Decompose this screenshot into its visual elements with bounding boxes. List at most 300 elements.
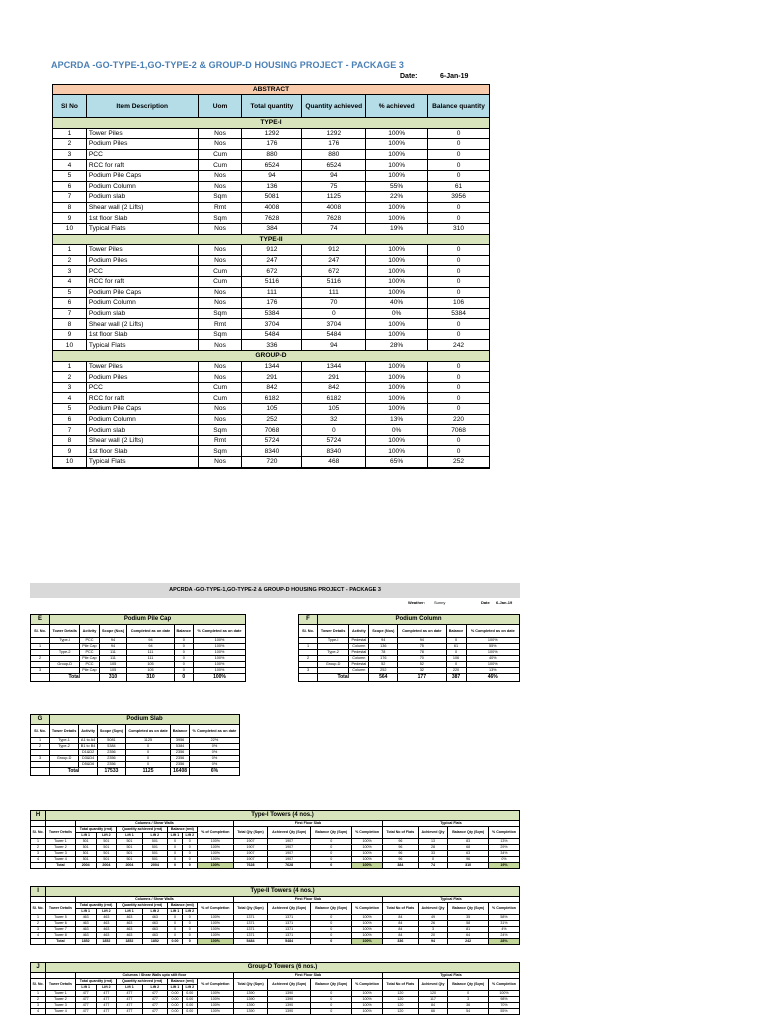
table-cell: 0 (446, 638, 466, 644)
table-cell: Pedestal (349, 662, 369, 668)
table-cell: Nos (198, 245, 242, 256)
table-cell: Podium slab (86, 425, 198, 436)
date-value: 6-Jan-19 (440, 73, 469, 80)
table-cell: 100% (366, 149, 428, 160)
table-cell: RCC for raft (86, 276, 198, 287)
pile-cap-table (30, 614, 246, 682)
table-cell: 1 (53, 361, 87, 372)
table-cell: 1390 (233, 1009, 267, 1015)
table-cell: Tower 8 (46, 933, 76, 939)
table-cell: 54 (448, 1009, 489, 1015)
table-cell: A1 to A4 (79, 738, 98, 744)
table-cell: Type-I (318, 638, 349, 644)
table-cell: 70 (398, 656, 446, 662)
table-cell: 100% (352, 851, 383, 857)
total-cell: 28% (489, 939, 520, 945)
title-row (31, 615, 246, 625)
table-cell: 94 (99, 644, 127, 650)
total-cell: 1125 (125, 768, 170, 776)
table-cell: 8 (53, 435, 87, 446)
groupd-towers-table (30, 962, 520, 1015)
table-cell: 7 (53, 308, 87, 319)
col-header: Total Qty (Sqm) (233, 827, 267, 839)
table-row (53, 329, 490, 340)
col-header: % Completion (489, 827, 520, 839)
table-cell: 100% (352, 857, 383, 863)
table-cell: 66 (418, 1009, 448, 1015)
table-cell: 78 (398, 650, 446, 656)
lift-header: Lift 2 (142, 833, 167, 839)
table-row (53, 255, 490, 266)
col-header: % Completion (489, 903, 520, 915)
table-cell: 0 (182, 851, 197, 857)
table-cell: 2356 (171, 762, 190, 768)
table-cell: 3 (31, 1003, 46, 1009)
lift-header: Lift 1 (168, 909, 183, 915)
table-cell: 94 (302, 340, 366, 351)
col-header: Balance Qty (Sqm) (311, 903, 352, 915)
table-cell: 912 (242, 245, 302, 256)
table-cell: 100% (366, 393, 428, 404)
col-header: Total Qty (Sqm) (233, 903, 267, 915)
table-cell: 1907 (267, 857, 310, 863)
table-cell: 1344 (242, 361, 302, 372)
col-header: Total quantity (rmt) (75, 827, 116, 833)
header-row (31, 903, 520, 909)
col-header: Balance (rmt) (168, 903, 198, 909)
table-cell: 7 (53, 192, 87, 203)
table-row (53, 298, 490, 309)
table-cell: 0 (125, 756, 170, 762)
report-date-label: Date (481, 600, 490, 605)
table-cell: 0 (174, 656, 193, 662)
table-cell: 3 (418, 927, 448, 933)
table-cell: 84 (418, 1003, 448, 1009)
table-cell: 242 (428, 340, 490, 351)
table-cell: 100% (193, 644, 245, 650)
table-cell: 842 (242, 382, 302, 393)
table-cell: 0.00 (182, 1003, 197, 1009)
col-header: Tower Details (46, 979, 76, 991)
table-cell: 4 (31, 857, 46, 863)
table-cell: 247 (242, 255, 302, 266)
table-cell: Tower 4 (46, 1009, 76, 1015)
table-cell: 477 (75, 1009, 96, 1015)
total-cell: 100% (193, 674, 245, 682)
table-cell: Podium Piles (86, 372, 198, 383)
table-cell: 0 (182, 857, 197, 863)
table-cell: 5116 (242, 276, 302, 287)
table-cell: 0 (182, 933, 197, 939)
total-cell: Total (46, 939, 76, 945)
table-cell: 4 (31, 933, 46, 939)
col-header: Sl. No. (31, 979, 46, 991)
table-cell: 1371 (233, 915, 267, 921)
table-cell: 120 (382, 991, 418, 997)
table-cell: 3704 (242, 319, 302, 330)
table-cell: Podium slab (86, 192, 198, 203)
total-cell: 100% (197, 863, 233, 869)
col-header: Balance (rmt) (168, 979, 198, 985)
table-cell: Podium Column (86, 298, 198, 309)
table-cell: 0% (366, 425, 428, 436)
table-cell: 0 (428, 276, 490, 287)
table-cell: Podium Pile Caps (86, 287, 198, 298)
col-header: Total No of Flats (382, 903, 418, 915)
table-cell: RCC for raft (86, 160, 198, 171)
table-cell: 7 (53, 425, 87, 436)
table-cell: 6 (53, 181, 87, 192)
table-cell: 0 (428, 149, 490, 160)
table-cell: 100% (366, 213, 428, 224)
table-cell: Shear wall (2 Lifts) (86, 319, 198, 330)
table-cell: 6 (53, 414, 87, 425)
table-cell: 1390 (267, 991, 310, 997)
table-cell: 1907 (267, 845, 310, 851)
table-cell (31, 863, 46, 869)
table-cell: Pile Cap (80, 644, 99, 650)
total-cell: 100% (352, 863, 383, 869)
table-cell: 501 (75, 857, 96, 863)
table-cell: 252 (242, 414, 302, 425)
table-cell: 1292 (242, 128, 302, 139)
table-cell: Group-D (318, 662, 349, 668)
table-cell: 9 (53, 329, 87, 340)
table-cell: 5384 (428, 308, 490, 319)
table-cell: 0 (302, 425, 366, 436)
table-cell: 0% (189, 756, 239, 762)
table-cell: 0 (182, 921, 197, 927)
table-cell: Column (349, 668, 369, 674)
table-cell: 105 (127, 662, 174, 668)
table-cell: 100% (197, 851, 233, 857)
table-row (53, 128, 490, 139)
col-header: Completed as on date (398, 625, 446, 638)
total-cell: 0 (182, 939, 197, 945)
report-date-value: 6-Jan-19 (496, 600, 513, 605)
table-cell: Sqm (198, 446, 242, 457)
total-cell: 1852 (142, 939, 167, 945)
table-cell: 55% (466, 644, 519, 650)
table-cell: 10 (53, 340, 87, 351)
table-cell: Sqm (198, 308, 242, 319)
table-cell: Typical Flats (86, 223, 198, 234)
table-cell: 0 (418, 857, 448, 863)
table-cell: Podium Pile Caps (86, 404, 198, 415)
col-header: % Completed as on date (466, 625, 519, 638)
section-title: Group-D Towers (6 nos.) (46, 963, 520, 973)
table-cell: 4008 (302, 202, 366, 213)
table-cell: 1 (31, 644, 50, 650)
table-cell: 6524 (302, 160, 366, 171)
total-cell: 100% (197, 939, 233, 945)
table-cell: 0 (311, 915, 352, 921)
table-cell: 0 (311, 921, 352, 927)
group-header: First Floor Slab (233, 821, 382, 827)
section-title: Podium Column (318, 615, 520, 625)
table-cell: 0 (182, 845, 197, 851)
header-row (31, 827, 520, 833)
col-header: Quantity achieved (rmt) (117, 903, 168, 909)
table-cell: Tower 3 (46, 851, 76, 857)
total-cell: 100% (352, 939, 383, 945)
table-cell: 2356 (97, 762, 125, 768)
abstract-table (52, 84, 490, 469)
table-cell: 5724 (302, 435, 366, 446)
table-cell: 22% (189, 738, 239, 744)
table-cell: 0 (428, 213, 490, 224)
total-row (31, 768, 240, 776)
section-row (53, 234, 490, 245)
table-cell: 501 (96, 839, 117, 845)
table-cell: 100% (197, 839, 233, 845)
table-cell: 1 (299, 644, 318, 650)
table-cell: 2356 (171, 750, 190, 756)
table-cell: 463 (142, 921, 167, 927)
table-cell: 2 (299, 656, 318, 662)
table-cell: 58% (489, 915, 520, 921)
table-cell: 1390 (267, 1003, 310, 1009)
total-cell: Total (50, 768, 98, 776)
section-letter: F (299, 615, 318, 625)
table-cell: 100% (466, 638, 519, 644)
table-cell: 5081 (242, 192, 302, 203)
table-cell: 117 (418, 997, 448, 1003)
table-cell: PCC (86, 149, 198, 160)
table-cell: 13% (489, 839, 520, 845)
table-cell: 84 (382, 927, 418, 933)
table-cell: 5 (53, 287, 87, 298)
table-cell: Nos (198, 372, 242, 383)
table-cell: Nos (198, 255, 242, 266)
type2-towers-table (30, 886, 520, 945)
total-cell: 242 (448, 939, 489, 945)
table-cell: 0 (125, 750, 170, 756)
total-cell: 0.00 (168, 939, 183, 945)
table-row (53, 340, 490, 351)
table-cell: 0 (428, 435, 490, 446)
table-cell: Podium Pile Caps (86, 170, 198, 181)
table-cell: Sqm (198, 213, 242, 224)
table-row (53, 245, 490, 256)
table-cell: 463 (75, 933, 96, 939)
table-cell: 1125 (125, 738, 170, 744)
table-cell: 100% (352, 845, 383, 851)
table-cell: 0.00 (168, 991, 183, 997)
table-cell: 5 (53, 170, 87, 181)
col-header: Balance (rmt) (168, 827, 198, 833)
title-row (31, 811, 520, 821)
table-cell: 94 (369, 638, 398, 644)
table-cell: 100% (366, 266, 428, 277)
table-cell: Cum (198, 160, 242, 171)
table-cell: 252 (369, 668, 398, 674)
table-cell: 0 (168, 857, 183, 863)
report-title: APCRDA -GO-TYPE-1,GO-TYPE-2 & GROUP-D HOUSING PROJECT - PACKAGE 3 (30, 583, 520, 598)
total-cell: 6% (189, 768, 239, 776)
table-cell: 100% (366, 276, 428, 287)
table-cell: 100% (366, 319, 428, 330)
weather-value: Sunny (434, 600, 446, 605)
table-cell: 111 (99, 650, 127, 656)
table-cell: 0 (428, 202, 490, 213)
total-cell: Total (46, 863, 76, 869)
table-cell: 64 (448, 933, 489, 939)
total-cell: 336 (382, 939, 418, 945)
col-header: Total quantity (242, 95, 302, 118)
table-cell: 28 (418, 845, 448, 851)
table-cell: 3704 (302, 319, 366, 330)
table-cell: 880 (242, 149, 302, 160)
table-cell: 100% (193, 662, 245, 668)
table-cell: 33 (418, 851, 448, 857)
table-cell: 0 (125, 762, 170, 768)
table-cell: 100% (197, 857, 233, 863)
table-cell: 4 (53, 393, 87, 404)
table-cell: 3 (53, 266, 87, 277)
group-header: Typical Flats (382, 821, 519, 827)
table-cell: 84 (382, 921, 418, 927)
table-cell: 3 (299, 668, 318, 674)
table-cell: Group-D (50, 662, 80, 668)
table-cell: Podium Column (86, 181, 198, 192)
col-header: Sl. No. (31, 903, 46, 915)
table-cell: 463 (75, 915, 96, 921)
table-cell: Tower 1 (46, 839, 76, 845)
table-cell: Shear wall (2 Lifts) (86, 202, 198, 213)
col-header: Quantity achieved (302, 95, 366, 118)
table-cell: 5384 (171, 744, 190, 750)
table-cell: 501 (117, 857, 142, 863)
table-cell: 501 (117, 839, 142, 845)
section-letter: I (31, 887, 46, 897)
col-header: Activity (349, 625, 369, 638)
lift-header: Lift 2 (142, 909, 167, 915)
col-header: Balance quantity (428, 95, 490, 118)
table-cell: 100% (197, 845, 233, 851)
table-cell: 7628 (242, 213, 302, 224)
table-cell: 0 (446, 650, 466, 656)
table-cell: 100% (352, 927, 383, 933)
table-cell: 0 (168, 839, 183, 845)
table-cell: 0 (174, 662, 193, 668)
table-cell: 1371 (233, 927, 267, 933)
table-cell: 0 (428, 319, 490, 330)
table-cell: 100% (366, 404, 428, 415)
table-cell: 100% (197, 1009, 233, 1015)
table-cell: 10 (53, 223, 87, 234)
total-cell: 0 (311, 863, 352, 869)
table-cell: 5724 (242, 435, 302, 446)
podium-column-table (298, 614, 520, 682)
table-cell: 100% (366, 435, 428, 446)
total-cell: 94 (418, 939, 448, 945)
table-cell: 100% (193, 650, 245, 656)
col-header: Balance Qty (Sqm) (448, 827, 489, 839)
table-cell: 3 (31, 851, 46, 857)
table-cell: 1907 (267, 851, 310, 857)
table-cell: 0 (428, 128, 490, 139)
col-header: Completed as on date (127, 625, 174, 638)
col-header: Balance (446, 625, 466, 638)
table-cell: 2 (31, 921, 46, 927)
table-cell: Type-I (50, 638, 80, 644)
table-cell: Type-1 (50, 738, 79, 744)
table-cell: 100% (352, 1009, 383, 1015)
table-cell: 252 (428, 457, 490, 468)
table-cell: 100% (366, 361, 428, 372)
total-cell: 46% (466, 674, 519, 682)
table-cell: 0 (174, 668, 193, 674)
table-cell: 1390 (267, 1009, 310, 1015)
table-cell: 5484 (242, 329, 302, 340)
total-cell: 0 (174, 674, 193, 682)
table-cell: 477 (75, 991, 96, 997)
table-cell: 24% (489, 933, 520, 939)
table-cell: 1125 (302, 192, 366, 203)
col-header: Sl. No. (31, 625, 50, 638)
table-cell: 100% (466, 662, 519, 668)
table-cell: 477 (117, 1003, 142, 1009)
total-cell: Total (50, 674, 100, 682)
table-row (53, 266, 490, 277)
table-cell: 0 (174, 650, 193, 656)
col-header: Balance Qty (Sqm) (311, 827, 352, 839)
table-row (53, 149, 490, 160)
date-label: Date: (400, 73, 418, 80)
table-cell: 7068 (242, 425, 302, 436)
weather-label: Weather: (408, 600, 426, 605)
table-cell: 0 (428, 329, 490, 340)
table-row (53, 361, 490, 372)
lift-header: Lift 2 (96, 833, 117, 839)
table-cell: Nos (198, 170, 242, 181)
type1-towers-table (30, 810, 520, 869)
table-cell: 477 (117, 991, 142, 997)
table-cell: 0.00 (168, 997, 183, 1003)
table-cell: 70 (302, 298, 366, 309)
table-cell: 1371 (233, 921, 267, 927)
table-cell: 13% (366, 414, 428, 425)
col-header: Achieved Qty (418, 979, 448, 991)
table-cell: 32 (302, 414, 366, 425)
col-header: Achieved Qty (418, 827, 448, 839)
table-cell: 105 (127, 668, 174, 674)
table-cell: 136 (242, 181, 302, 192)
table-cell: 291 (302, 372, 366, 383)
table-cell: 501 (117, 845, 142, 851)
table-cell: 34% (489, 851, 520, 857)
table-cell: 0 (182, 927, 197, 933)
table-cell: 4% (489, 927, 520, 933)
col-header: % of Completion (197, 979, 233, 991)
table-cell: 100% (352, 921, 383, 927)
table-row (53, 372, 490, 383)
table-cell: 463 (75, 927, 96, 933)
table-cell: 0% (489, 857, 520, 863)
table-cell: 94 (127, 644, 174, 650)
table-cell: 1344 (302, 361, 366, 372)
table-cell: 1292 (302, 128, 366, 139)
col-header: % Completed as on date (189, 725, 239, 738)
table-row (53, 223, 490, 234)
table-cell: 0 (182, 915, 197, 921)
table-cell: 0 (428, 361, 490, 372)
table-cell: 842 (302, 382, 366, 393)
table-cell: 463 (117, 933, 142, 939)
table-cell: 2 (53, 255, 87, 266)
table-cell: 672 (302, 266, 366, 277)
